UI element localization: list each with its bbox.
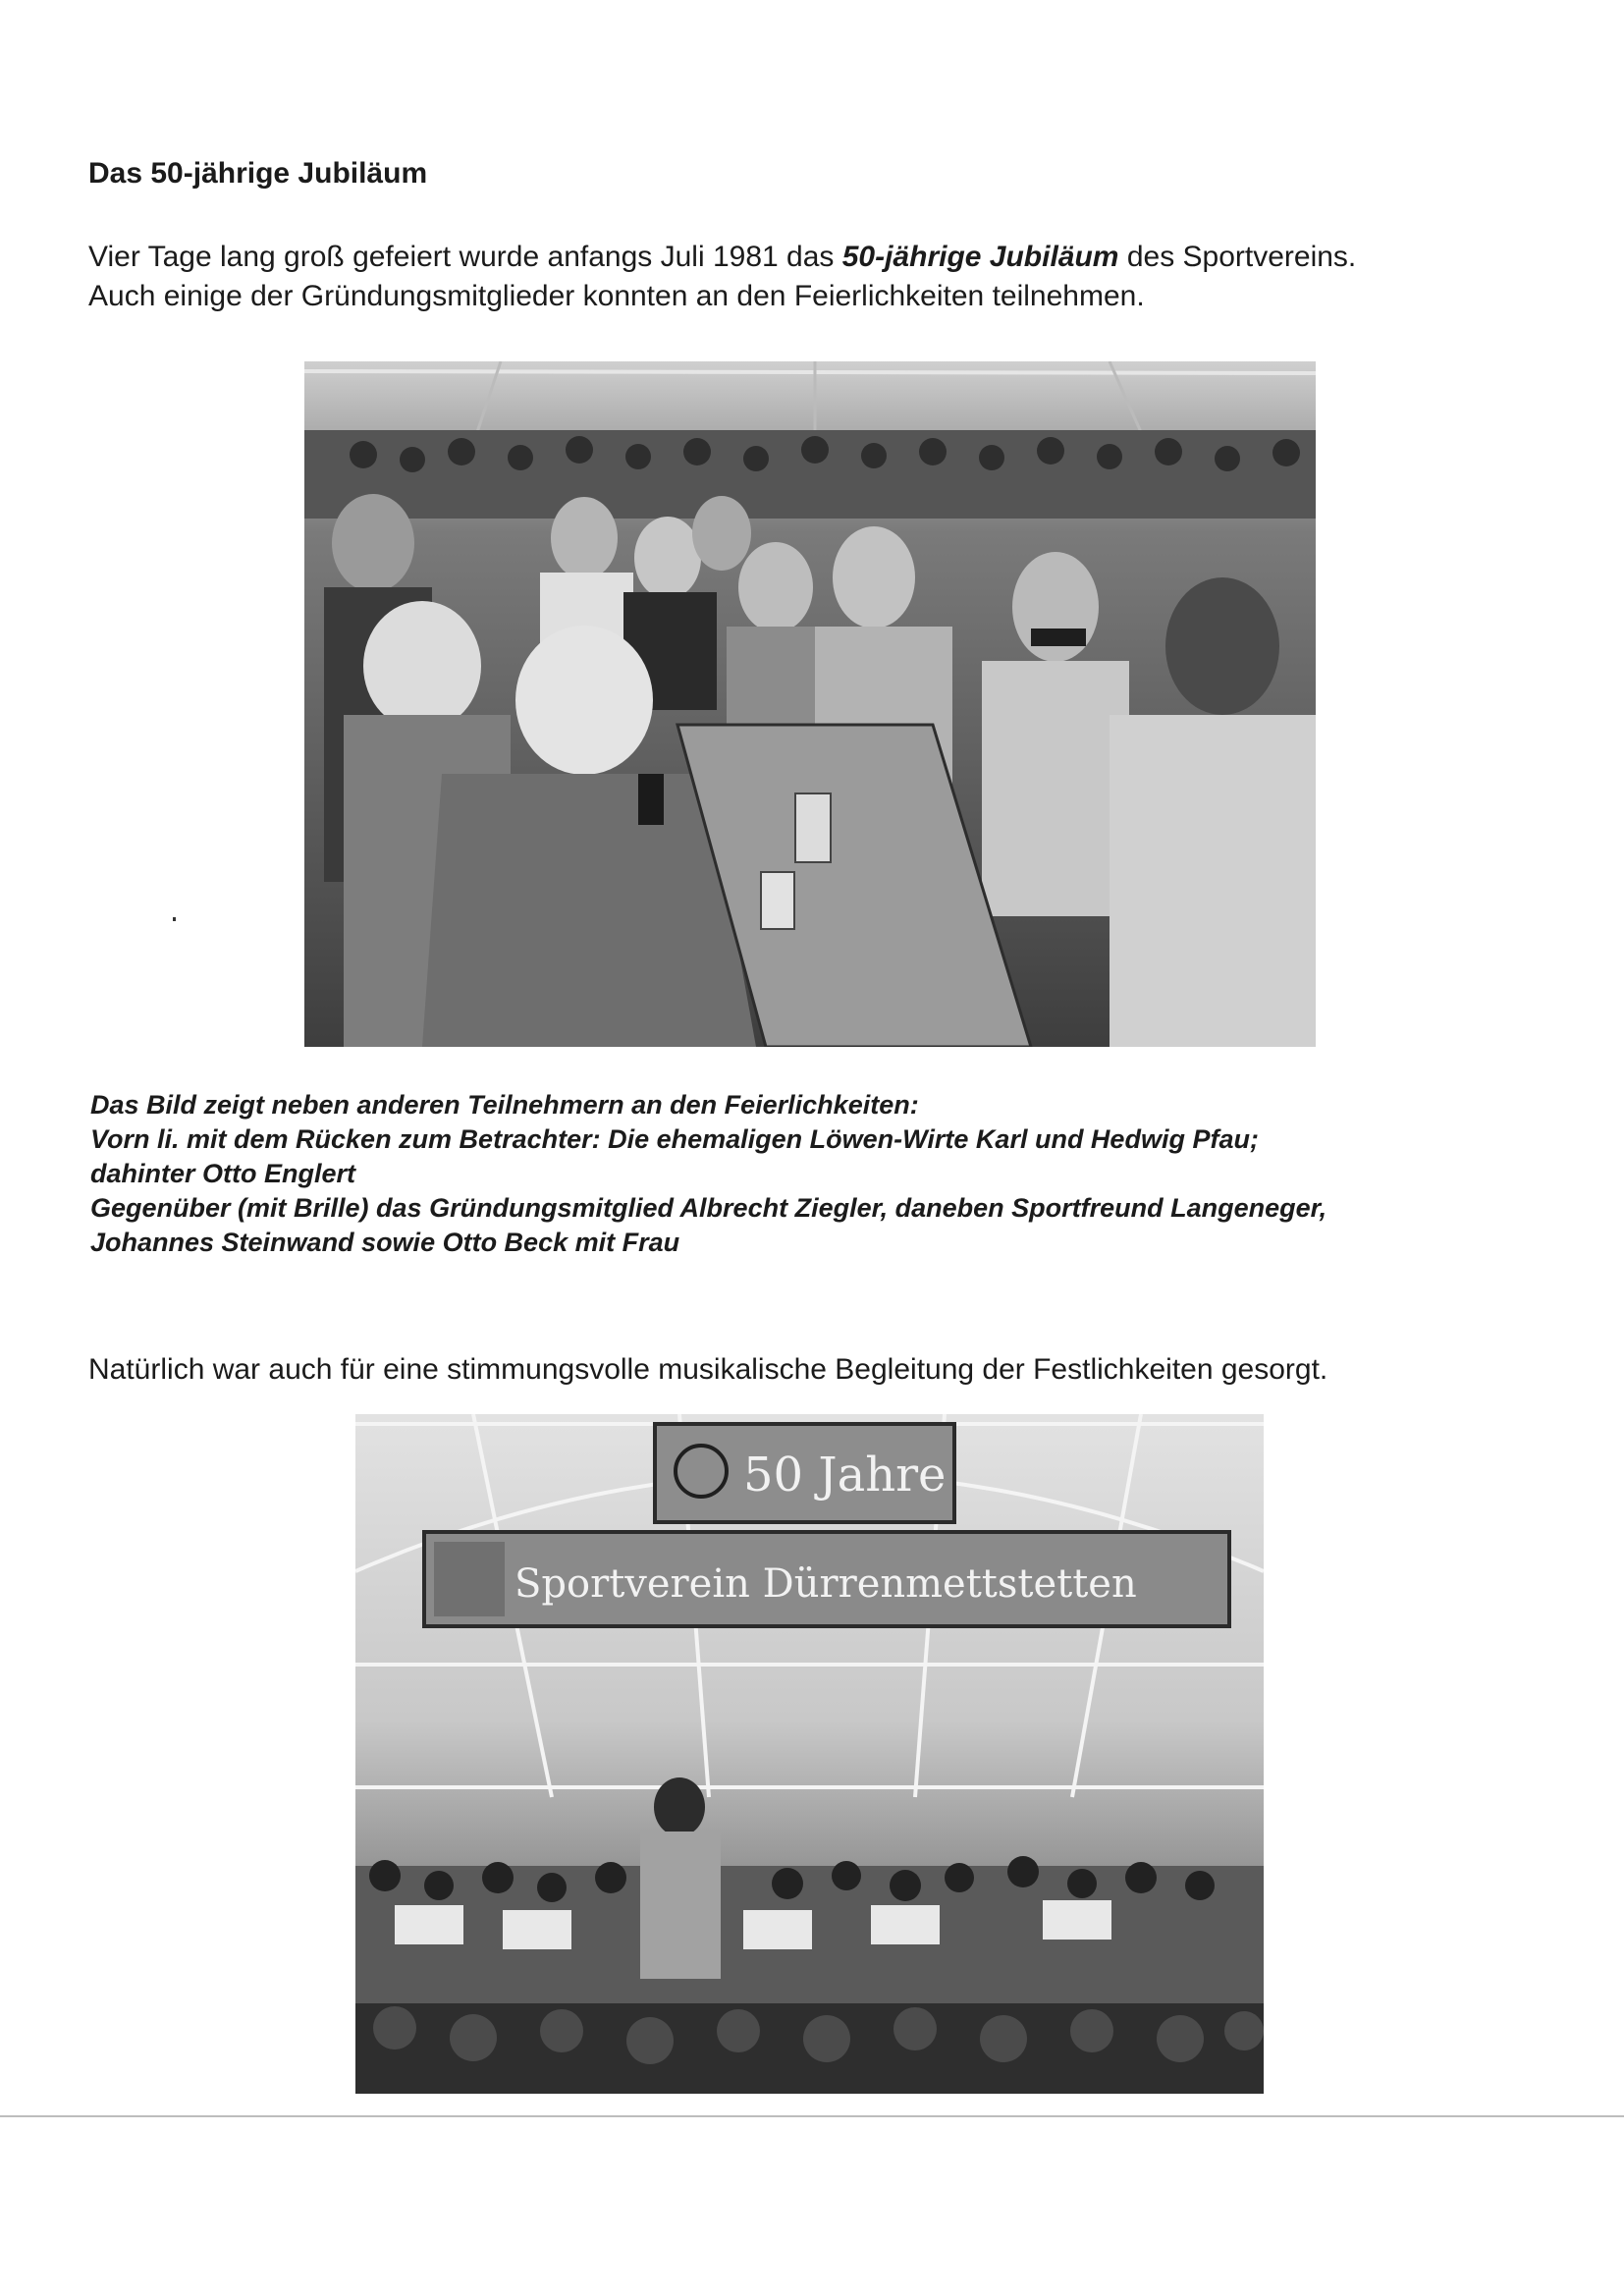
- caption-line: dahinter Otto Englert: [90, 1159, 355, 1188]
- scan-edge-line: [0, 2115, 1624, 2117]
- caption-line: Vorn li. mit dem Rücken zum Betrachter: Die ehemaligen Löwen-Wirte Karl und Hedwig Pfau;: [90, 1124, 1259, 1154]
- scan-speck: [173, 917, 176, 921]
- intro-line-2: Auch einige der Gründungsmitglieder konnten an den Feierlichkeiten teilnehmen.: [88, 280, 1145, 312]
- celebration-table-photo: [304, 361, 1316, 1047]
- intro-paragraph: [88, 238, 1561, 316]
- caption-line: Johannes Steinwand sowie Otto Beck mit Frau: [90, 1228, 680, 1257]
- banner-sportverein: Sportverein Dürrenmettstetten: [514, 1561, 1137, 1607]
- page-title: Das 50-jährige Jubiläum: [88, 157, 428, 190]
- music-paragraph: Natürlich war auch für eine stimmungsvolle musikalische Begleitung der Festlichkeiten gesorgt.: [88, 1353, 1328, 1386]
- intro-text-end: des Sportvereins.: [1118, 241, 1357, 273]
- intro-text: Vier Tage lang groß gefeiert wurde anfangs Juli 1981 das: [88, 241, 842, 273]
- intro-emphasis: 50-jährige Jubiläum: [841, 241, 1119, 273]
- caption-line: Gegenüber (mit Brille) das Gründungsmitglied Albrecht Ziegler, daneben Sportfreund Langeneger,: [90, 1193, 1327, 1223]
- caption-line: Das Bild zeigt neben anderen Teilnehmern an den Feierlichkeiten:: [90, 1090, 919, 1120]
- photo-caption: [90, 1088, 1563, 1260]
- intro-line-1: [88, 238, 1561, 277]
- band-in-tent-photo: [355, 1414, 1264, 2094]
- banner-50-jahre: 50 Jahre: [743, 1448, 947, 1503]
